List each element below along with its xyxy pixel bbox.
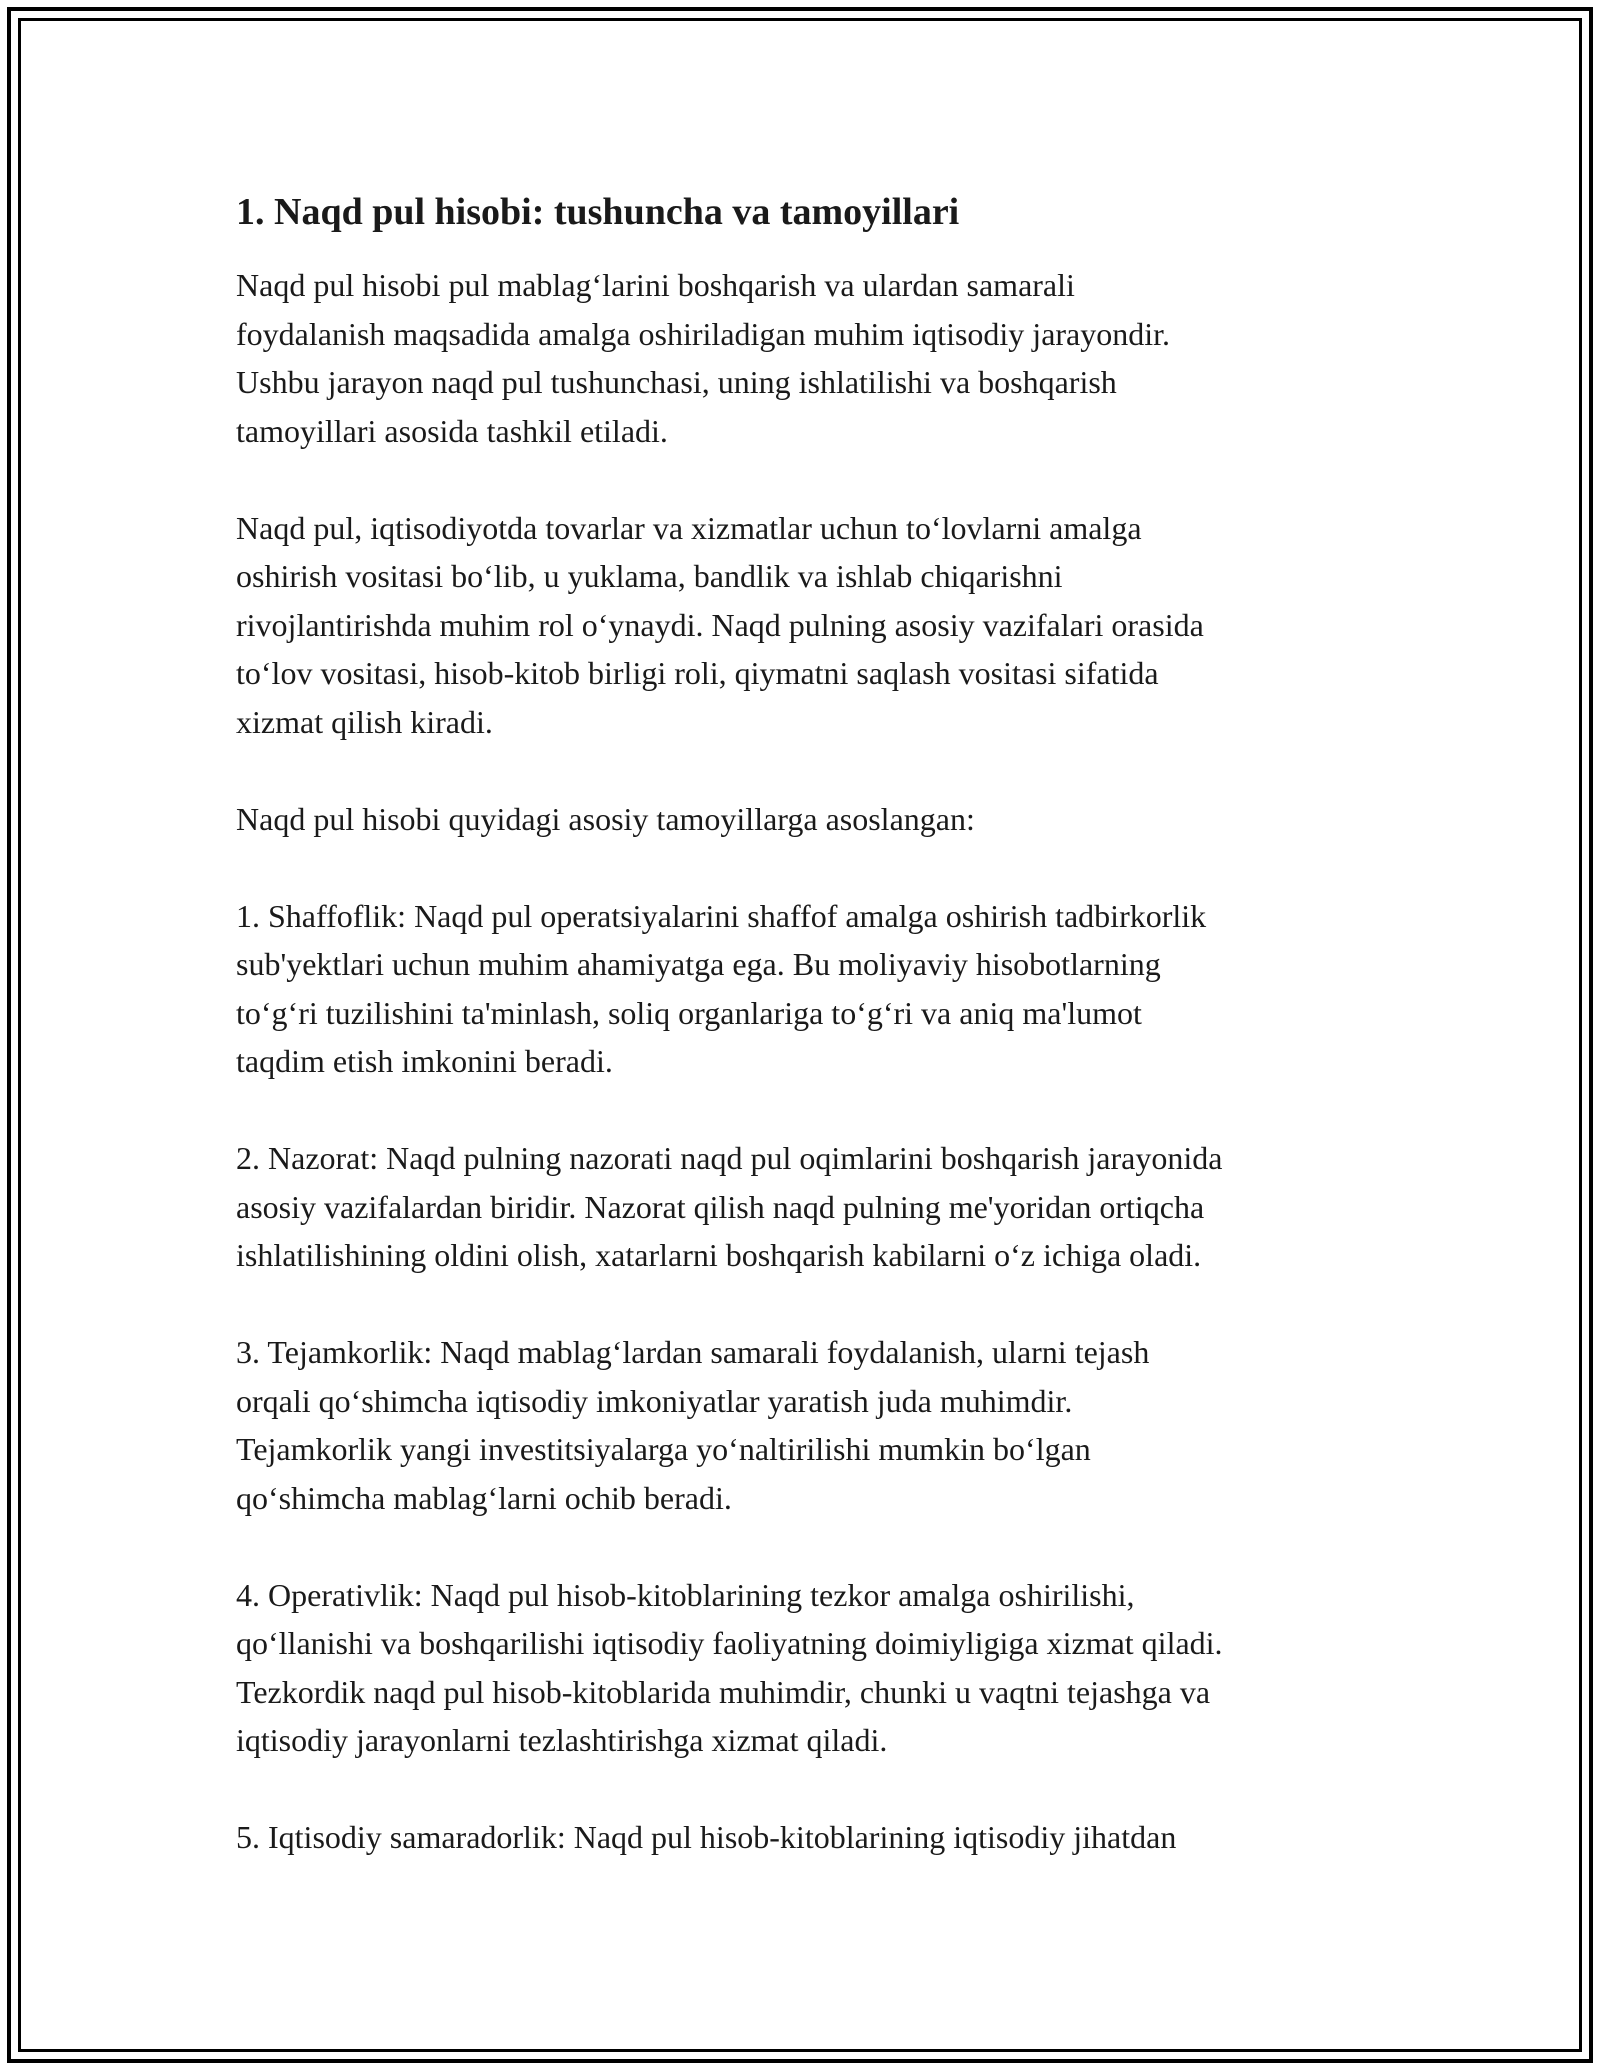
section-heading: 1. Naqd pul hisobi: tushuncha va tamoyillari bbox=[236, 191, 960, 233]
paragraph-line: Naqd pul, iqtisodiyotda tovarlar va xizmatlar uchun to‘lovlarni amalga bbox=[236, 509, 1142, 546]
paragraph bbox=[236, 892, 1416, 1086]
paragraph bbox=[236, 1134, 1416, 1280]
paragraph-line: foydalanish maqsadida amalga oshiriladigan muhim iqtisodiy jarayondir. bbox=[236, 315, 1171, 352]
paragraph-line: xizmat qilish kiradi. bbox=[236, 703, 493, 740]
paragraph-line: qo‘shimcha mablag‘larni ochib beradi. bbox=[236, 1479, 732, 1516]
paragraph bbox=[236, 261, 1416, 455]
paragraph-line: to‘lov vositasi, hisob-kitob birligi roli, qiymatni saqlash vositasi sifatida bbox=[236, 655, 1159, 691]
paragraph-line: orqali qo‘shimcha iqtisodiy imkoniyatlar yaratish juda muhimdir. bbox=[236, 1382, 1073, 1419]
paragraph bbox=[236, 1328, 1416, 1522]
paragraph-line: rivojlantirishda muhim rol o‘ynaydi. Naqd pulning asosiy vazifalari orasida bbox=[236, 606, 1204, 643]
paragraph-line: 5. Iqtisodiy samaradorlik: Naqd pul hisob-kitoblarining iqtisodiy jihatdan bbox=[236, 1819, 1177, 1855]
paragraph-line: to‘g‘ri tuzilishini ta'minlash, soliq organlariga to‘g‘ri va aniq ma'lumot bbox=[236, 994, 1142, 1031]
document-body bbox=[236, 188, 1416, 1910]
paragraph-line: 2. Nazorat: Naqd pulning nazorati naqd pul oqimlarini boshqarish jarayonida bbox=[236, 1140, 1223, 1176]
paragraph bbox=[236, 795, 1416, 844]
paragraph-line: 3. Tejamkorlik: Naqd mablag‘lardan samarali foydalanish, ularni tejash bbox=[236, 1334, 1150, 1370]
paragraph-line: Naqd pul hisobi pul mablag‘larini boshqarish va ulardan samarali bbox=[236, 267, 1075, 303]
paragraph-line: Ushbu jarayon naqd pul tushunchasi, uning ishlatilishi va boshqarish bbox=[236, 364, 1117, 400]
paragraph-line: oshirish vositasi bo‘lib, u yuklama, bandlik va ishlab chiqarishni bbox=[236, 558, 1063, 594]
paragraph-line: ishlatilishining oldini olish, xatarlarni boshqarish kabilarni o‘z ichiga oladi. bbox=[236, 1237, 1202, 1273]
paragraph-line: sub'yektlari uchun muhim ahamiyatga ega. Bu moliyaviy hisobotlarning bbox=[236, 946, 1161, 982]
paragraph-line: Tezkordik naqd pul hisob-kitoblarida muhimdir, chunki u vaqtni tejashga va bbox=[236, 1673, 1211, 1710]
paragraph-line: taqdim etish imkonini beradi. bbox=[236, 1043, 613, 1079]
paragraph bbox=[236, 504, 1416, 747]
paragraph-line: asosiy vazifalardan biridir. Nazorat qilish naqd pulning me'yoridan ortiqcha bbox=[236, 1188, 1205, 1225]
paragraph-line: Tejamkorlik yangi investitsiyalarga yo‘naltirilishi mumkin bo‘lgan bbox=[236, 1431, 1091, 1467]
paragraph-line: Naqd pul hisobi quyidagi asosiy tamoyillarga asoslangan: bbox=[236, 800, 975, 837]
paragraph-line: 4. Operativlik: Naqd pul hisob-kitoblarining tezkor amalga oshirilishi, bbox=[236, 1576, 1135, 1613]
paragraph-line: qo‘llanishi va boshqarilishi iqtisodiy faoliyatning doimiyligiga xizmat qiladi. bbox=[236, 1625, 1223, 1661]
paragraph-line: 1. Shaffoflik: Naqd pul operatsiyalarini shaffof amalga oshirish tadbirkorlik bbox=[236, 897, 1207, 934]
paragraph-line: tamoyillari asosida tashkil etiladi. bbox=[236, 412, 668, 449]
paragraph-line: iqtisodiy jarayonlarni tezlashtirishga xizmat qiladi. bbox=[236, 1722, 888, 1758]
paragraph bbox=[236, 1813, 1416, 1862]
paragraph-list bbox=[236, 261, 1416, 1862]
paragraph bbox=[236, 1571, 1416, 1765]
